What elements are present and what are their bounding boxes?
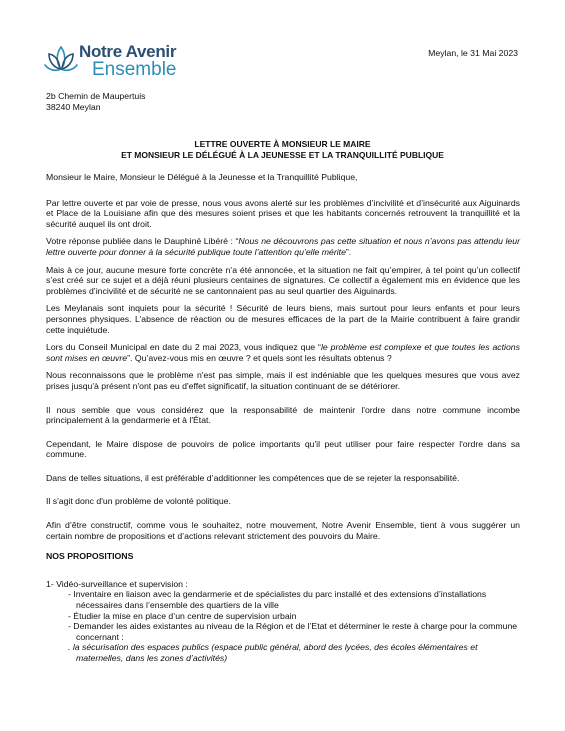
- salutation: Monsieur le Maire, Monsieur le Délégué à la Jeunesse et la Tranquillité Publique,: [46, 172, 358, 182]
- proposition-subsubitem: . la sécurisation des espaces publics (espace public général, abord des lycées, des écoles élémentaires et maternelles, dans les zones d’activités): [68, 642, 478, 663]
- response-end: ”.: [345, 246, 352, 257]
- propositions-list: [46, 579, 520, 664]
- lotus-logo-icon: [44, 42, 78, 76]
- council-intro: Lors du Conseil Municipal en date du 2 mai 2023, vous indiquez que “: [46, 342, 321, 353]
- paragraph-competences: Dans de telles situations, il est préférable d’additionner les compétences que de se rejeter la responsabilité.: [46, 472, 460, 483]
- letter-title: [46, 139, 519, 160]
- council-quote: le problème est complexe et que toutes les actions sont mises en œuvre: [46, 342, 520, 363]
- propositions-heading: NOS PROPOSITIONS: [46, 551, 134, 562]
- address-line-street: 2b Chemin de Maupertuis: [46, 91, 146, 101]
- paragraph-collective: Mais à ce jour, aucune mesure forte concrète n’a été annoncée, et la situation ne fait qu’empirer, à tel point qu’un collectif s’est créé sur ce sujet et a déjà réuni plusieurs centaines de signatures. Ce collectif a également mis en évidence que les problèmes d’incivilité et de sécurité ne se cantonnaient pas au seul quartier des Aiguinards.: [46, 264, 520, 296]
- sender-address: [46, 91, 145, 112]
- paragraph-worry: Les Meylanais sont inquiets pour la sécurité ! Sécurité de leurs biens, mais surtout pour leurs enfants et pour leurs personnes physiques. L’absence de réaction ou de mesures efficaces de la part de la Mairie contribuent à faire grandir cette inquiétude.: [46, 303, 520, 335]
- response-intro: Votre réponse publiée dans le Dauphiné Libéré : “: [46, 236, 239, 247]
- council-end: ”. Qu’avez-vous mis en œuvre ? et quels sont les résultats obtenus ?: [127, 352, 392, 363]
- logo-name-line1: Notre Avenir: [79, 42, 177, 61]
- paragraph-council: [46, 342, 520, 363]
- response-quote: Nous ne découvrons pas cette situation et nous n’avons pas attendu leur lettre ouverte pour donner à la sécurité publique toute l’attention qu’elle mérite: [46, 236, 520, 257]
- proposition-subitem: - Étudier la mise en place d’un centre de supervision urbain: [68, 610, 297, 621]
- title-line-1: LETTRE OUVERTE À MONSIEUR LE MAIRE: [194, 139, 371, 149]
- letter-date: Meylan, le 31 Mai 2023: [428, 48, 518, 58]
- paragraph-response: [46, 236, 520, 257]
- logo: [44, 42, 189, 82]
- title-line-2: ET MONSIEUR LE DÉLÉGUÉ À LA JEUNESSE ET LA TRANQUILLITÉ PUBLIQUE: [121, 149, 444, 160]
- paragraph-constructive: Afin d’être constructif, comme vous le souhaitez, notre mouvement, Notre Avenir Ensemble, tient à vous suggérer un certain nombre de propositions et d’actions relevant strictement des pouvoirs du Maire.: [46, 520, 520, 541]
- logo-name-line2: Ensemble: [92, 59, 177, 80]
- paragraph-responsibility: Il nous semble que vous considérez que la responsabilité de maintenir l'ordre dans notre commune incombe principalement à la gendarmerie et à l'État.: [46, 404, 520, 426]
- paragraph-alert: Par lettre ouverte et par voie de presse, nous vous avons alerté sur les problèmes d’incivilité et d’insécurité aux Aiguinards et Place de la Louisiane afin que des mesures soient prises et que les habitants concernés retrouvent la tranquillité et la sécurité auquel ils ont droit.: [46, 197, 520, 229]
- paragraph-recognition: Nous reconnaissons que le problème n'est pas simple, mais il est indéniable que les quelques mesures que vous avez prises jusqu'à présent n'ont pas eu d'effet significatif, la situation continuant de se détériorer.: [46, 370, 520, 391]
- proposition-subitem: - Inventaire en liaison avec la gendarmerie et de spécialistes du parc installé et des extensions d’installations nécessaires dans l’ensemble des quartiers de la ville: [68, 589, 487, 611]
- address-line-city: 38240 Meylan: [46, 101, 101, 112]
- paragraph-police-powers: Cependant, le Maire dispose de pouvoirs de police importants qu'il peut utiliser pour faire respecter l'ordre dans sa commune.: [46, 438, 520, 460]
- proposition-subitem: - Demander les aides existantes au niveau de la Région et de l’Etat et déterminer le reste à charge pour la commune concernant :: [68, 621, 518, 642]
- proposition-item-1: 1- Vidéo-surveillance et supervision :: [46, 578, 188, 589]
- letter-body: [46, 172, 520, 664]
- paragraph-political-will: Il s'agit donc d'un problème de volonté politique.: [46, 496, 231, 507]
